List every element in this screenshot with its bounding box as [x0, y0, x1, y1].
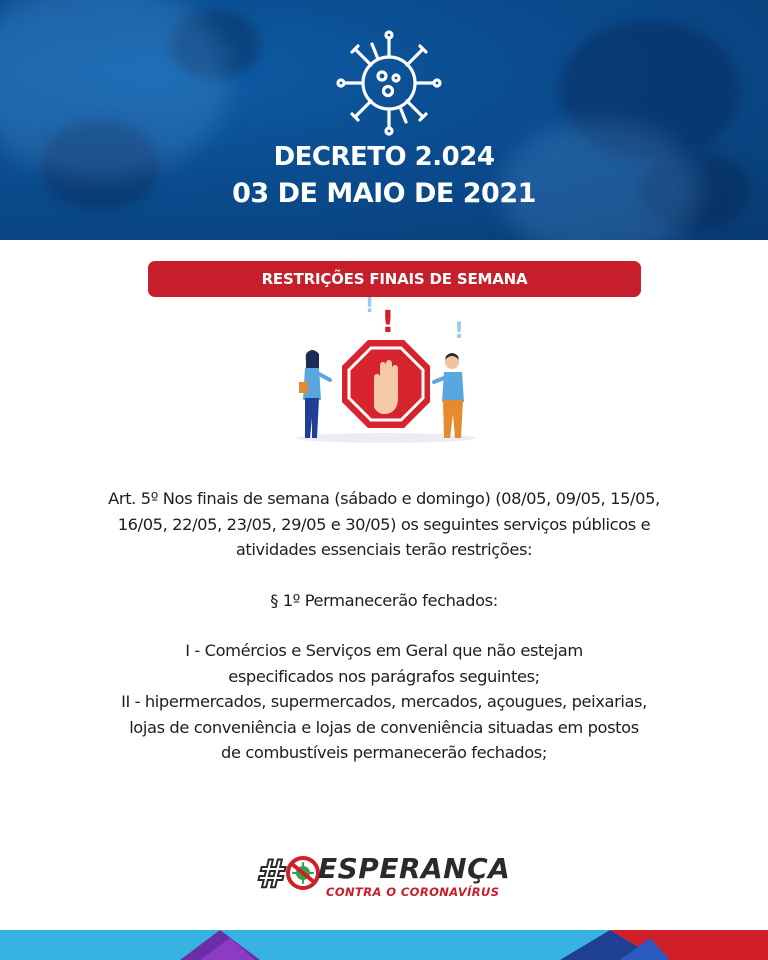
logo-hash: # — [256, 852, 283, 896]
decree-content — [0, 486, 768, 766]
article-line: atividades essenciais terão restrições: — [235, 540, 533, 559]
stop-hand-icon — [286, 290, 486, 450]
article-line: 16/05, 22/05, 23/05, 29/05 e 30/05) os seguintes serviços públicos e — [117, 514, 651, 534]
section-banner: RESTRIÇÕES FINAIS DE SEMANA — [148, 261, 641, 297]
logo-subtitle: CONTRA O CORONAVÍRUS — [326, 885, 500, 899]
paragraph-heading: § 1º Permanecerão fechados: — [270, 590, 498, 610]
decree-title: DECRETO 2.024 — [273, 142, 495, 172]
logo-word: ESPERANÇA — [318, 852, 511, 885]
item-line: II - hipermercados, supermercados, mercados, açougues, peixarias, — [121, 692, 647, 711]
item-line: especificados nos parágrafos seguintes; — [228, 666, 540, 686]
item-line: I - Comércios e Serviços em Geral que não estejam — [185, 641, 583, 660]
svg-text:!: ! — [365, 293, 375, 317]
svg-text:!: ! — [381, 305, 395, 340]
bottom-decorative-strip — [0, 930, 768, 960]
campaign-logo — [256, 850, 516, 900]
no-virus-icon — [286, 856, 320, 890]
svg-text:!: ! — [454, 319, 465, 344]
article-line: Art. 5º Nos finais de semana (sábado e domingo) (08/05, 09/05, 15/05, — [108, 489, 660, 508]
item-line: lojas de conveniência e lojas de conveniência situadas em postos — [129, 717, 639, 737]
virus-icon — [334, 28, 444, 138]
header-banner — [0, 0, 768, 240]
decree-date: 03 DE MAIO DE 2021 — [232, 178, 536, 209]
item-line: de combustíveis permanecerão fechados; — [221, 743, 547, 762]
